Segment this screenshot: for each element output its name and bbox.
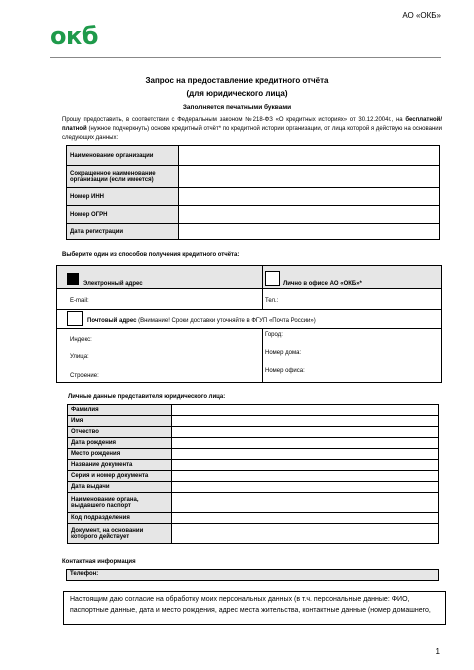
org-name-field[interactable]: [179, 146, 440, 166]
table-row: [68, 482, 439, 493]
department-code-field[interactable]: [172, 513, 439, 524]
table-row: [68, 460, 439, 471]
fill-instruction: Заполняется печатными буквами: [182, 104, 292, 111]
table-row: [68, 438, 439, 449]
representative-heading: Личные данные представителя юридического лица:: [68, 394, 226, 400]
email-option-checkbox[interactable]: [67, 273, 79, 285]
email-label: E-mail:: [70, 298, 89, 304]
issue-date-field[interactable]: [172, 482, 439, 493]
index-label: Индекс:: [70, 337, 92, 343]
surname-field[interactable]: [172, 405, 439, 416]
street-label: Улица:: [70, 354, 89, 360]
surname-label: Фамилия: [68, 405, 172, 416]
first-name-label: Имя: [68, 416, 172, 427]
table-row: [67, 188, 440, 206]
authority-document-field[interactable]: [172, 524, 439, 544]
intro-paragraph: Прошу предоставить, в соответствии с Федеральным законом №218-ФЗ «О кредитных историях» от 30.12.2004г., на бесплатной/платной (нужное подчеркнуть) основе кредитный отчёт* по кредитной истории организации, от лица которой я действую на основании следующих данных:: [62, 117, 442, 141]
table-row: [68, 524, 439, 544]
header-divider: [50, 57, 441, 58]
birth-place-label: Место рождения: [68, 449, 172, 460]
birth-place-field[interactable]: [172, 449, 439, 460]
city-label: Город:: [265, 332, 283, 338]
table-row: [68, 471, 439, 482]
document-number-label: Серия и номер документа: [68, 471, 172, 482]
org-table: [66, 145, 440, 240]
table-row: [68, 449, 439, 460]
delivery-divider: [56, 288, 442, 289]
consent-text-box: Настоящим даю согласие на обработку моих персональных данных (в т.ч. персональные данные: ФИО, паспортные данные, дата и место рождения, адрес места жительства, контактные данные (номер домашнего,: [63, 591, 446, 625]
table-row: [68, 427, 439, 438]
delivery-divider: [56, 328, 442, 329]
address-column-divider: [262, 328, 263, 383]
registration-date-label: Дата регистрации: [67, 224, 179, 240]
delivery-divider: [56, 309, 442, 310]
table-row: [67, 224, 440, 240]
org-name-label: Наименование организации: [67, 146, 179, 166]
issuing-authority-field[interactable]: [172, 493, 439, 513]
table-row: [68, 416, 439, 427]
birth-date-label: Дата рождения: [68, 438, 172, 449]
org-short-name-label: Сокращенное наименование организации (если имеется): [67, 166, 179, 188]
page-title: Запрос на предоставление кредитного отчёта: [145, 76, 329, 85]
document-number-field[interactable]: [172, 471, 439, 482]
post-option-checkbox[interactable]: [67, 311, 83, 326]
logo-text: окб: [50, 22, 99, 50]
inn-label: Номер ИНН: [67, 188, 179, 206]
department-code-label: Код подразделения: [68, 513, 172, 524]
contact-phone-field[interactable]: [66, 569, 439, 581]
document-name-label: Название документа: [68, 460, 172, 471]
email-option-label: Электронный адрес: [83, 281, 143, 287]
okb-logo: [50, 22, 98, 50]
phone-label: Тел.:: [265, 298, 279, 304]
office-option-label: Лично в офисе АО «ОКБ»*: [283, 281, 362, 287]
delivery-heading: Выберите один из способов получения кредитного отчёта:: [62, 252, 240, 258]
ogrn-field[interactable]: [179, 206, 440, 224]
page-title-sub: (для юридического лица): [186, 89, 288, 98]
table-row: [68, 513, 439, 524]
post-option-label: Почтовый адрес (Внимание! Сроки доставки уточняйте в ФГУП «Почта России»): [87, 318, 316, 324]
document-name-field[interactable]: [172, 460, 439, 471]
table-row: [67, 146, 440, 166]
inn-field[interactable]: [179, 188, 440, 206]
representative-table: [67, 404, 439, 544]
building-label: Строение:: [70, 373, 99, 379]
first-name-field[interactable]: [172, 416, 439, 427]
table-row: [67, 206, 440, 224]
contact-heading: Контактная информация: [62, 559, 136, 565]
page-number: 1: [435, 647, 440, 656]
patronymic-label: Отчество: [68, 427, 172, 438]
birth-date-field[interactable]: [172, 438, 439, 449]
table-row: [68, 493, 439, 513]
issue-date-label: Дата выдачи: [68, 482, 172, 493]
issuing-authority-label: Наименование органа, выдавшего паспорт: [68, 493, 172, 513]
table-row: [67, 166, 440, 188]
house-label: Номер дома:: [265, 350, 302, 356]
ogrn-label: Номер ОГРН: [67, 206, 179, 224]
office-option-checkbox[interactable]: [265, 271, 280, 286]
authority-document-label: Документ, на основании которого действует: [68, 524, 172, 544]
org-short-name-field[interactable]: [179, 166, 440, 188]
patronymic-field[interactable]: [172, 427, 439, 438]
office-number-label: Номер офиса:: [265, 368, 305, 374]
company-name: АО «ОКБ»: [402, 11, 441, 20]
table-row: [68, 405, 439, 416]
contact-phone-label: Телефон:: [70, 571, 99, 577]
registration-date-field[interactable]: [179, 224, 440, 240]
